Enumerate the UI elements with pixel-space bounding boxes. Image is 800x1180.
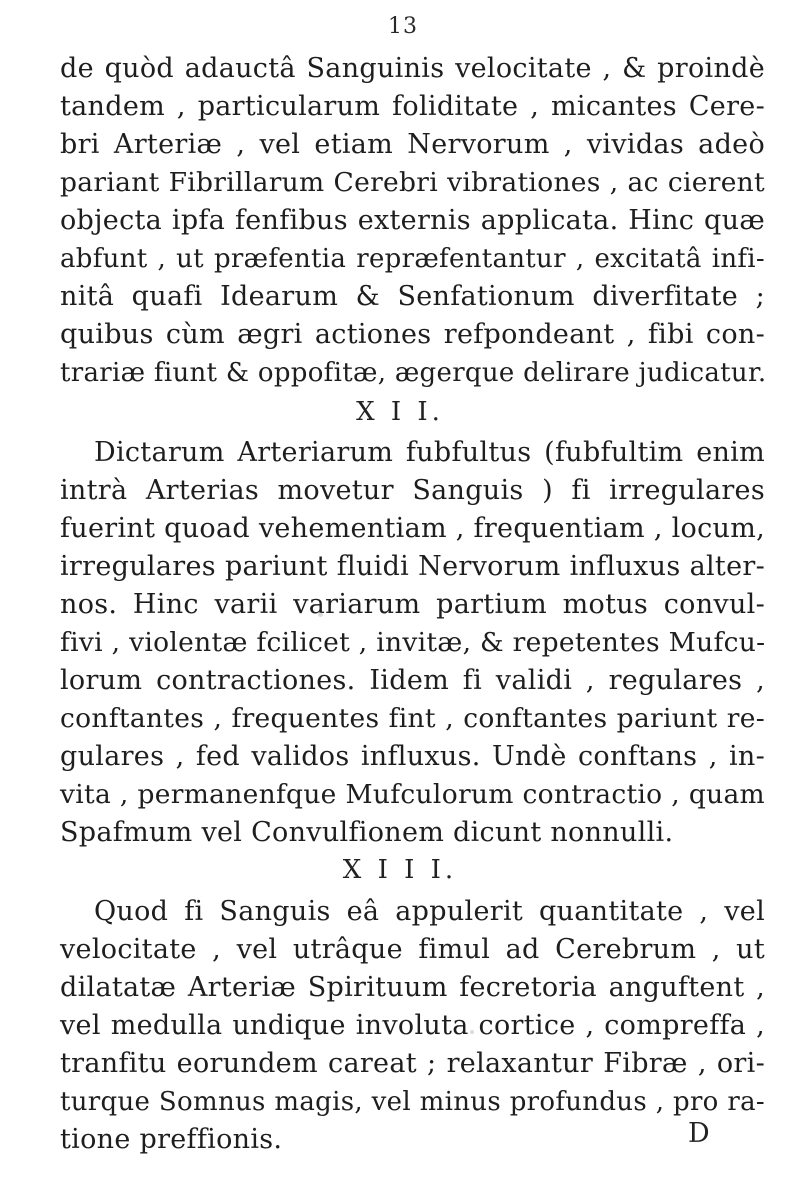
text-line: vel medulla undique involuta cortice , compreffa ,	[60, 1010, 765, 1041]
paper-speck	[318, 612, 323, 617]
text-line: trariæ fiunt & oppofitæ, ægerque delirare judicatur.	[60, 358, 767, 388]
text-line: de quòd adauctâ Sanguinis velocitate , & proindè	[60, 53, 765, 84]
text-line: tandem , particularum foliditate , micantes Cere-	[60, 91, 765, 122]
text-line: abfunt , ut præfentia repræfentantur , excitatâ infi-	[60, 244, 765, 274]
page-number: 13	[388, 14, 418, 39]
text-line: Dictarum Arteriarum fubfultus (fubfultim enim	[94, 437, 765, 468]
text-line: quibus cùm ægri actiones refpondeant , fibi con-	[60, 319, 765, 350]
text-line: fivi , violentæ fcilicet , invitæ, & repetentes Mufcu-	[60, 627, 766, 658]
section-heading-xiii: X I I I.	[342, 855, 458, 885]
text-line: lorum contractiones. Iidem fi validi , regulares ,	[60, 665, 765, 696]
text-line: tione preffionis.	[60, 1124, 283, 1155]
paragraph-section-xii	[60, 434, 765, 852]
catchword: D	[688, 1118, 710, 1149]
text-line: Quod fi Sanguis eâ appulerit quantitate , vel	[94, 896, 765, 927]
text-line: nos. Hinc varii variarum partium motus convul-	[60, 589, 765, 620]
text-line: dilatatæ Arteriæ Spirituum fecretoria anguftent ,	[60, 972, 765, 1003]
text-line: gulares , fed validos influxus. Undè conftans , in-	[60, 741, 765, 772]
text-line: irregulares pariunt fluidi Nervorum influxus alter-	[60, 551, 765, 582]
text-line: velocitate , vel utrâque fimul ad Cerebrum , ut	[60, 934, 765, 965]
text-line: Spafmum vel Convulfionem dicunt nonnulli.	[60, 817, 674, 848]
text-line: conftantes , frequentes fint , conftantes pariunt re-	[60, 703, 765, 734]
paper-speck	[470, 1030, 474, 1034]
text-line: tranfitu eorundem careat ; relaxantur Fibræ , ori-	[60, 1048, 765, 1079]
text-line: turque Somnus magis, vel minus profundus , pro ra-	[60, 1087, 765, 1117]
text-line: fuerint quoad vehementiam , frequentiam , locum,	[60, 513, 765, 544]
text-line: objecta ipfa fenfibus externis applicata. Hinc quæ	[60, 205, 765, 236]
text-line: nitâ quafi Idearum & Senfationum diverfitate ;	[60, 281, 765, 312]
paragraph-section-xiii	[60, 893, 765, 1159]
text-line: bri Arteriæ , vel etiam Nervorum , vividas adeò	[60, 129, 765, 160]
text-line: intrà Arterias movetur Sanguis ) fi irregulares	[60, 475, 765, 506]
text-line: vita , permanenfque Mufculorum contractio , quam	[60, 779, 765, 810]
section-heading-xii: X I I.	[356, 397, 444, 427]
paragraph-continuation	[60, 50, 765, 392]
text-line: pariant Fibrillarum Cerebri vibrationes , ac cierent	[60, 167, 765, 198]
